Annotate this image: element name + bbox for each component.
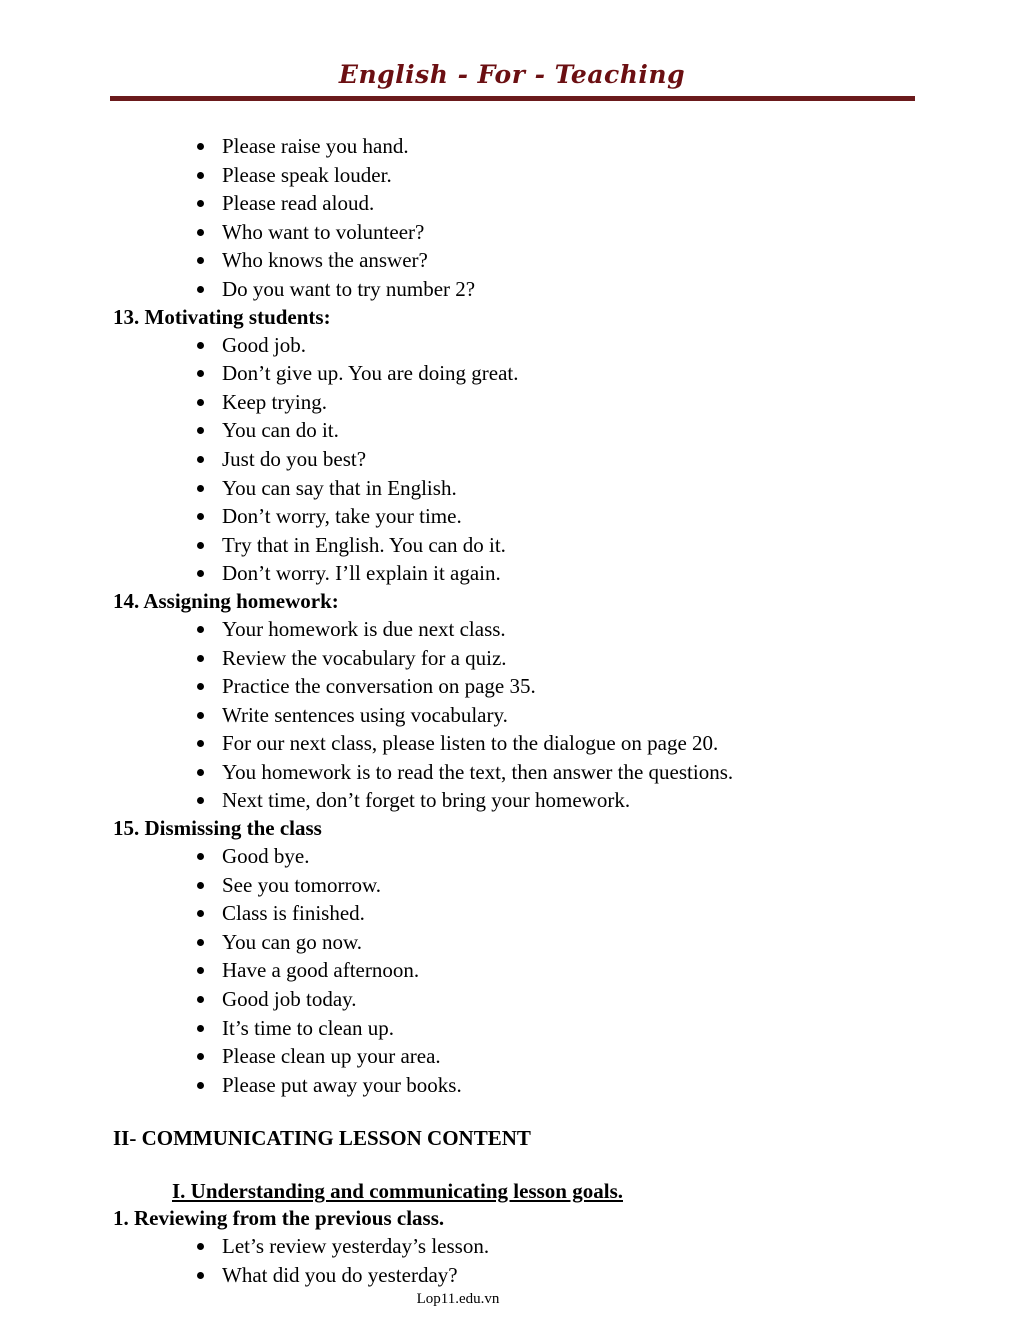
page-header-title: English - For - Teaching: [338, 60, 686, 89]
list-item: Please raise you hand.: [113, 132, 913, 161]
list-item: Who want to volunteer?: [113, 218, 913, 247]
bullet-list-homework: [113, 615, 913, 815]
bullet-list-dismissing: [113, 842, 913, 1099]
list-item: Please read aloud.: [113, 189, 913, 218]
list-item: Good job.: [113, 331, 913, 360]
list-item: Next time, don’t forget to bring your homework.: [113, 786, 913, 815]
list-item: Don’t give up. You are doing great.: [113, 359, 913, 388]
bullet-icon: [197, 1082, 204, 1089]
part-heading-communicating: II- COMMUNICATING LESSON CONTENT: [113, 1126, 531, 1151]
bullet-icon: [197, 456, 204, 463]
bullet-icon: [197, 655, 204, 662]
bullet-icon: [197, 1272, 204, 1279]
bullet-icon: [197, 370, 204, 377]
list-item: Please put away your books.: [113, 1071, 913, 1100]
list-item: Try that in English. You can do it.: [113, 531, 913, 560]
list-item: Please clean up your area.: [113, 1042, 913, 1071]
bullet-icon: [197, 257, 204, 264]
bullet-icon: [197, 683, 204, 690]
bullet-icon: [197, 853, 204, 860]
list-item: What did you do yesterday?: [113, 1261, 913, 1290]
bullet-icon: [197, 939, 204, 946]
page-footer: Lop11.edu.vn: [416, 1291, 500, 1307]
bullet-icon: [197, 172, 204, 179]
bullet-icon: [197, 286, 204, 293]
bullet-icon: [197, 910, 204, 917]
list-item: Keep trying.: [113, 388, 913, 417]
list-item: Just do you best?: [113, 445, 913, 474]
bullet-icon: [197, 1025, 204, 1032]
section-heading-dismissing: 15. Dismissing the class: [113, 816, 322, 841]
list-item: It’s time to clean up.: [113, 1014, 913, 1043]
section-heading-reviewing: 1. Reviewing from the previous class.: [113, 1206, 445, 1231]
section-heading-motivating: 13. Motivating students:: [113, 304, 331, 329]
list-item: Let’s review yesterday’s lesson.: [113, 1232, 913, 1261]
bullet-icon: [197, 1053, 204, 1060]
list-item: Good job today.: [113, 985, 913, 1014]
bullet-icon: [197, 513, 204, 520]
bullet-icon: [197, 143, 204, 150]
bullet-icon: [197, 342, 204, 349]
bullet-icon: [197, 626, 204, 633]
bullet-icon: [197, 542, 204, 549]
list-item: Class is finished.: [113, 899, 913, 928]
bullet-list-motivating: [113, 331, 913, 588]
list-item: Have a good afternoon.: [113, 956, 913, 985]
bullet-icon: [197, 399, 204, 406]
header-divider: [110, 96, 915, 101]
bullet-icon: [197, 485, 204, 492]
list-item: Review the vocabulary for a quiz.: [113, 644, 913, 673]
bullet-icon: [197, 797, 204, 804]
bullet-icon: [197, 200, 204, 207]
list-item: Don’t worry, take your time.: [113, 502, 913, 531]
bullet-icon: [197, 570, 204, 577]
list-item: For our next class, please listen to the dialogue on page 20.: [113, 729, 913, 758]
bullet-icon: [197, 229, 204, 236]
list-item: Write sentences using vocabulary.: [113, 701, 913, 730]
list-item: You can say that in English.: [113, 474, 913, 503]
list-item: Please speak louder.: [113, 161, 913, 190]
list-item: You homework is to read the text, then answer the questions.: [113, 758, 913, 787]
list-item: You can do it.: [113, 416, 913, 445]
list-item: Don’t worry. I’ll explain it again.: [113, 559, 913, 588]
bullet-icon: [197, 769, 204, 776]
bullet-icon: [197, 427, 204, 434]
list-item: Your homework is due next class.: [113, 615, 913, 644]
list-item: Do you want to try number 2?: [113, 275, 913, 304]
list-item: You can go now.: [113, 928, 913, 957]
bullet-list-continued: [113, 132, 913, 304]
bullet-icon: [197, 712, 204, 719]
list-item: Good bye.: [113, 842, 913, 871]
subheading-lesson-goals: I. Understanding and communicating lesson goals.: [172, 1179, 623, 1204]
document-body: [113, 132, 913, 1290]
bullet-icon: [197, 1243, 204, 1250]
section-heading-homework: 14. Assigning homework:: [113, 588, 339, 613]
bullet-icon: [197, 740, 204, 747]
bullet-icon: [197, 996, 204, 1003]
bullet-icon: [197, 882, 204, 889]
list-item: See you tomorrow.: [113, 871, 913, 900]
list-item: Who knows the answer?: [113, 246, 913, 275]
bullet-list-reviewing: [113, 1232, 913, 1289]
bullet-icon: [197, 967, 204, 974]
list-item: Practice the conversation on page 35.: [113, 672, 913, 701]
